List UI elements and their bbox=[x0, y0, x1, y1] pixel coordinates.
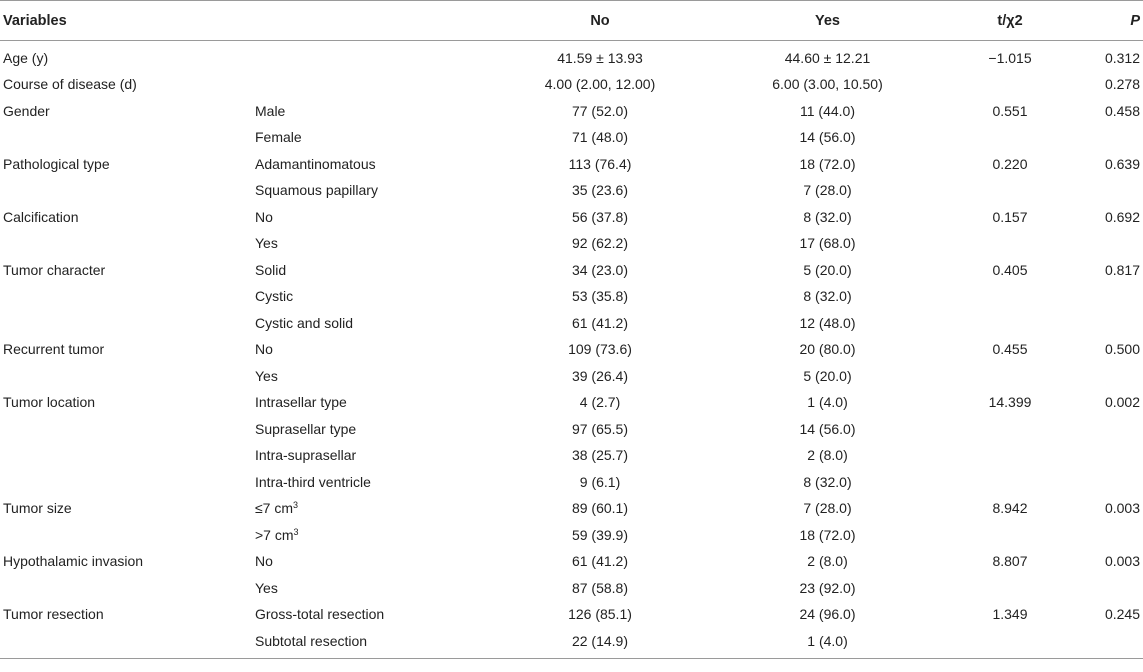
header-t-chi2: t/χ2 bbox=[940, 1, 1080, 41]
cell-variable bbox=[0, 151, 255, 178]
table-row bbox=[0, 628, 1143, 659]
table-row bbox=[0, 336, 1143, 363]
cell-t-chi2-text: 0.455 bbox=[992, 341, 1028, 358]
cell-yes bbox=[715, 575, 940, 602]
cell-t-chi2 bbox=[940, 548, 1080, 575]
cell-yes bbox=[715, 71, 940, 98]
cell-p bbox=[1080, 495, 1143, 522]
cell-p-text: 0.312 bbox=[1104, 50, 1140, 66]
cell-subcategory bbox=[255, 575, 485, 602]
cell-t-chi2 bbox=[940, 230, 1080, 257]
cell-yes bbox=[715, 548, 940, 575]
cell-variable-text: Tumor location bbox=[3, 394, 96, 411]
cell-yes bbox=[715, 124, 940, 151]
cell-yes bbox=[715, 310, 940, 337]
cell-no bbox=[485, 601, 715, 628]
cell-yes-text: 5 (20.0) bbox=[803, 367, 852, 384]
cell-variable bbox=[0, 469, 255, 496]
table-row bbox=[0, 230, 1143, 257]
cell-p bbox=[1080, 442, 1143, 469]
table-row bbox=[0, 389, 1143, 416]
cell-subcategory-text: Cystic bbox=[255, 288, 294, 305]
cell-subcategory-text: Yes bbox=[255, 367, 278, 384]
cell-subcategory bbox=[255, 416, 485, 443]
cell-yes bbox=[715, 230, 940, 257]
cell-subcategory-text: Yes bbox=[255, 579, 278, 596]
cell-t-chi2 bbox=[940, 575, 1080, 602]
cell-p-text: 0.278 bbox=[1104, 76, 1140, 93]
table-row bbox=[0, 98, 1143, 125]
cell-variable-text: Calcification bbox=[3, 208, 79, 225]
cell-no-text: 77 (52.0) bbox=[571, 102, 629, 119]
cell-yes-text: 7 (28.0) bbox=[803, 182, 852, 199]
cell-no bbox=[485, 416, 715, 443]
cell-no bbox=[485, 575, 715, 602]
table-row bbox=[0, 310, 1143, 337]
cell-subcategory bbox=[255, 442, 485, 469]
cell-subcategory bbox=[255, 469, 485, 496]
header-p: P bbox=[1080, 1, 1143, 41]
cell-t-chi2 bbox=[940, 522, 1080, 549]
cell-subcategory bbox=[255, 230, 485, 257]
cell-yes-text: 23 (92.0) bbox=[799, 579, 856, 596]
cell-no-text: 4 (2.7) bbox=[579, 394, 621, 411]
cell-no-text: 56 (37.8) bbox=[571, 208, 629, 225]
cell-yes bbox=[715, 257, 940, 284]
cell-p bbox=[1080, 71, 1143, 98]
cell-t-chi2 bbox=[940, 416, 1080, 443]
cell-variable-text: Gender bbox=[3, 102, 50, 119]
cell-variable bbox=[0, 41, 255, 72]
cell-yes-text: 11 (44.0) bbox=[800, 102, 855, 119]
cell-subcategory-text: Yes bbox=[255, 235, 278, 252]
cell-t-chi2 bbox=[940, 283, 1080, 310]
cell-t-chi2 bbox=[940, 41, 1080, 72]
cell-no bbox=[485, 310, 715, 337]
cell-subcategory-text: Solid bbox=[255, 261, 287, 278]
cell-yes-text: 1 (4.0) bbox=[807, 394, 848, 411]
cell-t-chi2 bbox=[940, 98, 1080, 125]
cell-variable bbox=[0, 257, 255, 284]
cell-subcategory-text: ≤7 cm bbox=[255, 500, 294, 517]
cell-no-text: 71 (48.0) bbox=[571, 129, 629, 146]
cell-t-chi2-text: 14.399 bbox=[988, 394, 1032, 411]
cell-no-text: 39 (26.4) bbox=[571, 367, 629, 384]
cell-yes-text: 44.60 ± 12.21 bbox=[784, 50, 871, 66]
cell-p bbox=[1080, 98, 1143, 125]
cell-no bbox=[485, 177, 715, 204]
cell-yes bbox=[715, 363, 940, 390]
cell-subcategory bbox=[255, 548, 485, 575]
cell-variable bbox=[0, 230, 255, 257]
cell-t-chi2 bbox=[940, 151, 1080, 178]
cell-yes-text: 1 (4.0) bbox=[807, 632, 848, 649]
cell-no-text: 4.00 (2.00, 12.00) bbox=[544, 76, 656, 93]
cell-subcategory-text: Female bbox=[255, 129, 302, 146]
unit-superscript: 3 bbox=[293, 500, 299, 511]
cell-no-text: 126 (85.1) bbox=[568, 606, 632, 623]
cell-p bbox=[1080, 257, 1143, 284]
cell-yes-text: 2 (8.0) bbox=[807, 553, 848, 570]
cell-t-chi2 bbox=[940, 310, 1080, 337]
cell-no-text: 92 (62.2) bbox=[571, 235, 629, 252]
cell-no bbox=[485, 283, 715, 310]
cell-yes bbox=[715, 601, 940, 628]
cell-yes bbox=[715, 41, 940, 72]
cell-p-text: 0.003 bbox=[1104, 553, 1140, 570]
cell-t-chi2 bbox=[940, 177, 1080, 204]
cell-yes-text: 18 (72.0) bbox=[799, 526, 856, 543]
cell-t-chi2 bbox=[940, 257, 1080, 284]
cell-subcategory bbox=[255, 98, 485, 125]
cell-no bbox=[485, 124, 715, 151]
cell-yes-text: 8 (32.0) bbox=[803, 473, 852, 490]
cell-variable bbox=[0, 628, 255, 659]
cell-t-chi2 bbox=[940, 442, 1080, 469]
table-row bbox=[0, 151, 1143, 178]
cell-yes bbox=[715, 389, 940, 416]
cell-subcategory bbox=[255, 310, 485, 337]
cell-p bbox=[1080, 628, 1143, 659]
cell-subcategory-text: Subtotal resection bbox=[255, 632, 368, 649]
cell-variable bbox=[0, 548, 255, 575]
cell-p bbox=[1080, 41, 1143, 72]
cell-yes-text: 14 (56.0) bbox=[799, 129, 856, 146]
cell-no bbox=[485, 548, 715, 575]
cell-no bbox=[485, 257, 715, 284]
table-row bbox=[0, 257, 1143, 284]
cell-t-chi2-text: 0.157 bbox=[992, 208, 1028, 225]
cell-variable bbox=[0, 124, 255, 151]
cell-t-chi2 bbox=[940, 601, 1080, 628]
cell-p bbox=[1080, 601, 1143, 628]
cell-variable-text: Recurrent tumor bbox=[3, 341, 105, 358]
cell-no-text: 38 (25.7) bbox=[571, 447, 629, 464]
table-row bbox=[0, 363, 1143, 390]
cell-variable bbox=[0, 495, 255, 522]
cell-t-chi2-text: 0.220 bbox=[992, 155, 1028, 172]
cell-variable bbox=[0, 177, 255, 204]
cell-variable bbox=[0, 204, 255, 231]
cell-t-chi2-text: 0.551 bbox=[992, 102, 1028, 119]
cell-yes bbox=[715, 177, 940, 204]
table-row bbox=[0, 469, 1143, 496]
cell-subcategory bbox=[255, 495, 485, 522]
cell-yes bbox=[715, 522, 940, 549]
cell-variable-text: Tumor size bbox=[3, 500, 72, 517]
cell-subcategory-text: Male bbox=[255, 102, 286, 119]
table-row bbox=[0, 283, 1143, 310]
cell-t-chi2-text: 0.405 bbox=[992, 261, 1028, 278]
cell-subcategory bbox=[255, 151, 485, 178]
cell-subcategory bbox=[255, 257, 485, 284]
cell-subcategory bbox=[255, 336, 485, 363]
cell-subcategory-text: >7 cm bbox=[255, 526, 294, 543]
cell-yes-text: 8 (32.0) bbox=[803, 288, 852, 305]
table-header bbox=[0, 1, 1143, 41]
cell-subcategory-text: Cystic and solid bbox=[255, 314, 354, 331]
table-row bbox=[0, 575, 1143, 602]
cell-no-text: 87 (58.8) bbox=[571, 579, 629, 596]
table-body bbox=[0, 41, 1143, 659]
cell-t-chi2-text: −1.015 bbox=[988, 50, 1032, 66]
cell-no bbox=[485, 71, 715, 98]
cell-variable bbox=[0, 601, 255, 628]
cell-t-chi2-text: 8.807 bbox=[992, 553, 1028, 570]
cell-subcategory bbox=[255, 71, 485, 98]
cell-variable bbox=[0, 522, 255, 549]
cell-yes bbox=[715, 628, 940, 659]
cell-t-chi2 bbox=[940, 71, 1080, 98]
cell-yes bbox=[715, 336, 940, 363]
cell-no-text: 97 (65.5) bbox=[571, 420, 629, 437]
cell-yes-text: 7 (28.0) bbox=[803, 500, 852, 517]
cell-no-text: 59 (39.9) bbox=[571, 526, 629, 543]
header-subcategory bbox=[255, 1, 485, 41]
cell-variable-text: Age (y) bbox=[3, 50, 49, 66]
cell-t-chi2 bbox=[940, 495, 1080, 522]
cell-no-text: 89 (60.1) bbox=[571, 500, 629, 517]
cell-no-text: 22 (14.9) bbox=[571, 632, 629, 649]
cell-p bbox=[1080, 469, 1143, 496]
cell-p bbox=[1080, 575, 1143, 602]
cell-variable-text: Tumor character bbox=[3, 261, 106, 278]
cell-yes-text: 17 (68.0) bbox=[799, 235, 856, 252]
cell-no bbox=[485, 204, 715, 231]
cell-subcategory-text: Intra-third ventricle bbox=[255, 473, 371, 490]
table-row bbox=[0, 41, 1143, 72]
cell-yes bbox=[715, 204, 940, 231]
cell-variable bbox=[0, 310, 255, 337]
cell-subcategory-text: Intrasellar type bbox=[255, 394, 347, 411]
cell-p-text: 0.003 bbox=[1104, 500, 1140, 517]
cell-p bbox=[1080, 283, 1143, 310]
cell-p-text: 0.692 bbox=[1104, 208, 1140, 225]
cell-p bbox=[1080, 548, 1143, 575]
cell-subcategory bbox=[255, 283, 485, 310]
cell-subcategory-text: Suprasellar type bbox=[255, 420, 357, 437]
cell-t-chi2 bbox=[940, 628, 1080, 659]
cell-t-chi2 bbox=[940, 389, 1080, 416]
cell-variable bbox=[0, 336, 255, 363]
cell-no bbox=[485, 522, 715, 549]
cell-p-text: 0.245 bbox=[1104, 606, 1140, 623]
cell-p bbox=[1080, 416, 1143, 443]
cell-variable-text: Hypothalamic invasion bbox=[3, 553, 144, 570]
cell-subcategory-text: No bbox=[255, 553, 273, 570]
cell-p bbox=[1080, 310, 1143, 337]
cell-p-text: 0.639 bbox=[1104, 155, 1140, 172]
cell-yes bbox=[715, 416, 940, 443]
header-yes: Yes bbox=[715, 1, 940, 41]
cell-subcategory-text: Adamantinomatous bbox=[255, 155, 376, 172]
table-row bbox=[0, 442, 1143, 469]
header-variables: Variables bbox=[0, 1, 255, 41]
cell-no-text: 35 (23.6) bbox=[571, 182, 629, 199]
cell-no bbox=[485, 628, 715, 659]
table-row bbox=[0, 601, 1143, 628]
cell-variable bbox=[0, 98, 255, 125]
cell-yes-text: 8 (32.0) bbox=[803, 208, 852, 225]
cell-p bbox=[1080, 336, 1143, 363]
cell-yes-text: 2 (8.0) bbox=[807, 447, 848, 464]
cell-subcategory bbox=[255, 522, 485, 549]
cell-p bbox=[1080, 204, 1143, 231]
cell-subcategory bbox=[255, 601, 485, 628]
cell-no bbox=[485, 495, 715, 522]
cell-yes bbox=[715, 442, 940, 469]
cell-yes-text: 24 (96.0) bbox=[799, 606, 856, 623]
table-row bbox=[0, 522, 1143, 549]
cell-t-chi2 bbox=[940, 469, 1080, 496]
cell-p-text: 0.002 bbox=[1104, 394, 1140, 411]
cell-p bbox=[1080, 389, 1143, 416]
cell-no bbox=[485, 41, 715, 72]
cell-variable bbox=[0, 416, 255, 443]
cell-no bbox=[485, 389, 715, 416]
cell-yes-text: 5 (20.0) bbox=[803, 261, 852, 278]
table-row bbox=[0, 416, 1143, 443]
cell-yes-text: 14 (56.0) bbox=[799, 420, 856, 437]
cell-t-chi2-text: 8.942 bbox=[992, 500, 1028, 517]
cell-p bbox=[1080, 230, 1143, 257]
cell-yes-text: 20 (80.0) bbox=[799, 341, 856, 358]
cell-p bbox=[1080, 177, 1143, 204]
cell-variable-text: Tumor resection bbox=[3, 606, 104, 623]
cell-t-chi2 bbox=[940, 363, 1080, 390]
cell-p-text: 0.500 bbox=[1104, 341, 1140, 358]
cell-no-text: 109 (73.6) bbox=[568, 341, 632, 358]
cell-subcategory-text: No bbox=[255, 208, 273, 225]
cell-t-chi2-text: 1.349 bbox=[992, 606, 1028, 623]
cell-no bbox=[485, 363, 715, 390]
cell-t-chi2 bbox=[940, 204, 1080, 231]
cell-subcategory-text: Intra-suprasellar bbox=[255, 447, 357, 464]
cell-subcategory bbox=[255, 41, 485, 72]
cell-no bbox=[485, 98, 715, 125]
cell-no-text: 9 (6.1) bbox=[579, 473, 621, 490]
cell-no bbox=[485, 230, 715, 257]
cell-no bbox=[485, 336, 715, 363]
table-row bbox=[0, 124, 1143, 151]
cell-no-text: 61 (41.2) bbox=[571, 553, 629, 570]
cell-yes bbox=[715, 495, 940, 522]
cell-yes bbox=[715, 283, 940, 310]
cell-variable-text: Pathological type bbox=[3, 155, 110, 172]
cell-t-chi2 bbox=[940, 124, 1080, 151]
cell-subcategory bbox=[255, 628, 485, 659]
header-no: No bbox=[485, 1, 715, 41]
cell-variable bbox=[0, 575, 255, 602]
header-row bbox=[0, 1, 1143, 41]
cell-p bbox=[1080, 522, 1143, 549]
table-row bbox=[0, 204, 1143, 231]
unit-superscript: 3 bbox=[293, 526, 299, 537]
table-row bbox=[0, 495, 1143, 522]
table-row bbox=[0, 548, 1143, 575]
cell-no-text: 53 (35.8) bbox=[571, 288, 629, 305]
cell-yes bbox=[715, 151, 940, 178]
cell-no bbox=[485, 469, 715, 496]
cell-variable bbox=[0, 389, 255, 416]
cell-p bbox=[1080, 363, 1143, 390]
cell-p bbox=[1080, 124, 1143, 151]
cell-subcategory-text: No bbox=[255, 341, 273, 358]
cell-subcategory bbox=[255, 363, 485, 390]
table-row bbox=[0, 71, 1143, 98]
cell-no bbox=[485, 442, 715, 469]
cell-no-text: 41.59 ± 13.93 bbox=[557, 50, 643, 66]
cell-no bbox=[485, 151, 715, 178]
cell-no-text: 113 (76.4) bbox=[568, 155, 632, 172]
cell-p bbox=[1080, 151, 1143, 178]
cell-yes-text: 6.00 (3.00, 10.50) bbox=[772, 76, 883, 93]
cell-variable bbox=[0, 71, 255, 98]
cell-subcategory bbox=[255, 124, 485, 151]
cell-yes bbox=[715, 98, 940, 125]
cell-yes-text: 12 (48.0) bbox=[799, 314, 856, 331]
cell-variable-text: Course of disease (d) bbox=[3, 76, 137, 93]
table-row bbox=[0, 177, 1143, 204]
cell-yes bbox=[715, 469, 940, 496]
cell-subcategory bbox=[255, 177, 485, 204]
cell-t-chi2 bbox=[940, 336, 1080, 363]
cell-p-text: 0.817 bbox=[1104, 261, 1140, 278]
cell-variable bbox=[0, 442, 255, 469]
cell-subcategory bbox=[255, 204, 485, 231]
cell-variable bbox=[0, 363, 255, 390]
cell-no-text: 34 (23.0) bbox=[571, 261, 629, 278]
cell-yes-text: 18 (72.0) bbox=[799, 155, 856, 172]
cell-no-text: 61 (41.2) bbox=[571, 314, 629, 331]
cell-variable bbox=[0, 283, 255, 310]
cell-subcategory-text: Squamous papillary bbox=[255, 182, 378, 199]
cell-subcategory bbox=[255, 389, 485, 416]
cell-p-text: 0.458 bbox=[1104, 102, 1140, 119]
cell-subcategory-text: Gross-total resection bbox=[255, 606, 385, 623]
